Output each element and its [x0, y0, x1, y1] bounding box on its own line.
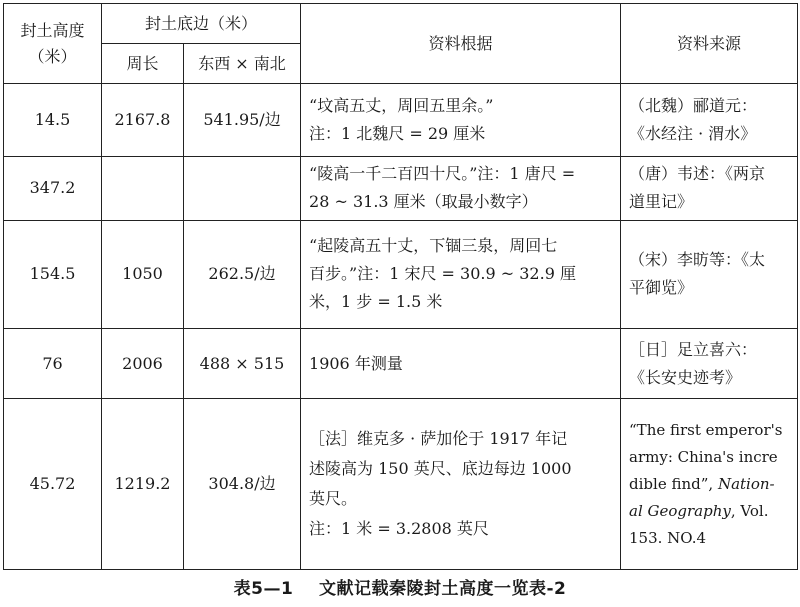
cell-height: 76	[4, 329, 102, 399]
data-table	[3, 3, 798, 570]
cell-perimeter: 1050	[102, 220, 184, 328]
cell-perimeter: 1219.2	[102, 399, 184, 570]
source-line: “The first emperor's	[629, 420, 783, 439]
cell-source	[621, 220, 798, 328]
basis-line: 注：1 北魏尺 = 29 厘米	[309, 123, 486, 143]
source-line: 平御览》	[629, 278, 694, 298]
cell-basis	[301, 156, 621, 220]
basis-line: 注：1 米 = 3.2808 英尺	[309, 519, 489, 539]
source-line: 153. NO.4	[629, 528, 707, 547]
source-line: 《长安史迹考》	[629, 367, 742, 387]
source-line: （唐）韦述：《两京	[629, 164, 766, 184]
source-line: 道里记》	[629, 192, 694, 212]
cell-perimeter: 2006	[102, 329, 184, 399]
cell-basis	[301, 220, 621, 328]
basis-line: “起陵高五十丈，下锢三泉，周回七	[309, 236, 558, 256]
source-text: , Vol.	[730, 501, 769, 520]
cell-ew-ns	[184, 156, 301, 220]
table-row	[4, 399, 798, 570]
cell-basis	[301, 399, 621, 570]
header-basis: 资料根据	[301, 4, 621, 84]
cell-perimeter	[102, 156, 184, 220]
basis-line: 百步。”注：1 宋尺 = 30.9 ~ 32.9 厘	[309, 264, 576, 284]
basis-line: 1906 年测量	[309, 353, 403, 373]
source-line: ［日］足立喜六：	[629, 339, 758, 359]
header-source: 资料来源	[621, 4, 798, 84]
cell-height: 347.2	[4, 156, 102, 220]
cell-height: 154.5	[4, 220, 102, 328]
cell-perimeter: 2167.8	[102, 84, 184, 156]
table-row	[4, 84, 798, 156]
basis-line: “坟高五丈，周回五里余。”	[309, 95, 494, 115]
basis-line: 28 ~ 31.3 厘米（取最小数字）	[309, 192, 538, 212]
cell-height: 45.72	[4, 399, 102, 570]
basis-line: ［法］维克多 · 萨加伦于 1917 年记	[309, 429, 568, 449]
source-text: dible find”,	[629, 474, 718, 493]
source-line: army: China's incre	[629, 447, 778, 466]
cell-source	[621, 84, 798, 156]
cell-source	[621, 399, 798, 570]
basis-line: 米，1 步 = 1.5 米	[309, 292, 443, 312]
basis-line: 述陵高为 150 英尺、底边每边 1000	[309, 459, 572, 479]
source-line: （宋）李昉等：《太	[629, 250, 766, 270]
cell-ew-ns: 488 × 515	[184, 329, 301, 399]
cell-ew-ns: 262.5/边	[184, 220, 301, 328]
cell-basis	[301, 84, 621, 156]
table-row	[4, 220, 798, 328]
header-perimeter: 周长	[102, 44, 184, 84]
cell-source	[621, 329, 798, 399]
header-base: 封土底边（米）	[102, 4, 301, 44]
table-row	[4, 156, 798, 220]
basis-line: “陵高一千二百四十尺。”注：1 唐尺 =	[309, 164, 576, 184]
source-line: 《水经注 · 渭水》	[629, 123, 757, 143]
source-line	[629, 498, 789, 525]
source-title-italic: Nation-	[717, 474, 775, 493]
cell-ew-ns: 304.8/边	[184, 399, 301, 570]
source-line: （北魏）郦道元：	[629, 95, 758, 115]
cell-basis	[301, 329, 621, 399]
cell-source	[621, 156, 798, 220]
table-row	[4, 329, 798, 399]
table-caption: 表5—1 文献记载秦陵封土高度一览表-2	[233, 579, 567, 599]
header-ew-ns: 东西 × 南北	[184, 44, 301, 84]
source-line	[629, 471, 789, 498]
cell-height: 14.5	[4, 84, 102, 156]
source-title-italic: al Geography	[629, 501, 731, 520]
header-height: 封土高度（米）	[4, 4, 102, 84]
basis-line: 英尺。	[309, 489, 358, 509]
cell-ew-ns: 541.95/边	[184, 84, 301, 156]
